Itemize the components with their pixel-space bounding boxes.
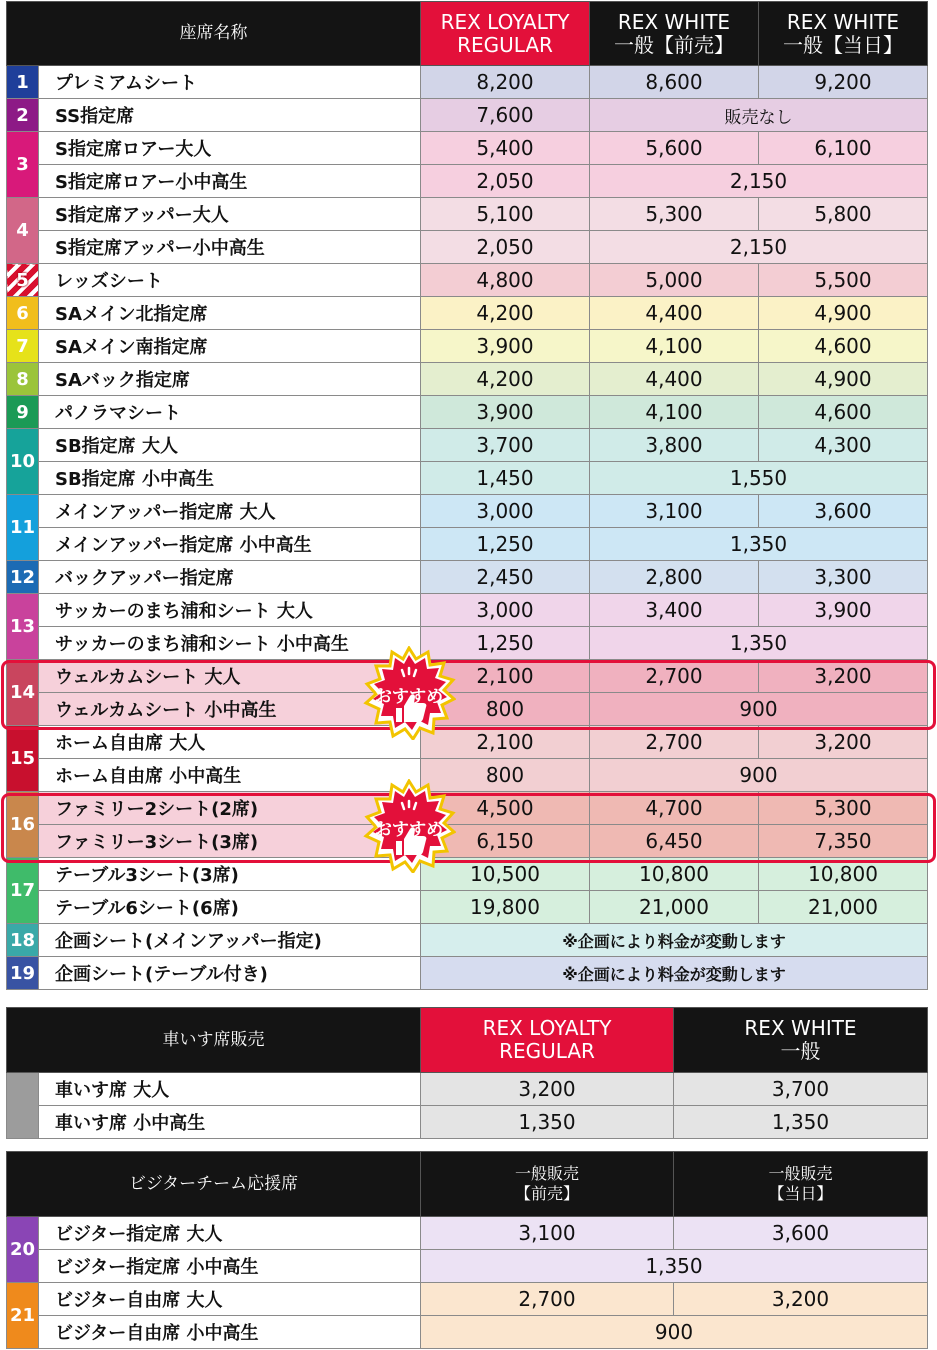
seat-name: 企画シート(テーブル付き) [39, 957, 421, 990]
row-number: 13 [7, 594, 39, 660]
seat-name: S指定席アッパー小中高生 [39, 231, 421, 264]
price-white-presale: 2,800 [590, 561, 759, 594]
seat-name: S指定席ロアー大人 [39, 132, 421, 165]
row-number: 20 [7, 1217, 39, 1283]
price-white-presale: 3,800 [590, 429, 759, 462]
price-white: 2,150 [590, 165, 928, 198]
row-number: 16 [7, 792, 39, 858]
price-white-day: 4,600 [759, 396, 928, 429]
seat-name: サッカーのまち浦和シート 小中高生 [39, 627, 421, 660]
price-white-day: 7,350 [759, 825, 928, 858]
seat-name: ビジター自由席 小中高生 [39, 1316, 421, 1349]
row-marker [7, 1073, 39, 1139]
seat-name: ホーム自由席 大人 [39, 726, 421, 759]
seat-name: ビジター指定席 小中高生 [39, 1250, 421, 1283]
price-white-day: 3,600 [759, 495, 928, 528]
price-white: 1,350 [590, 627, 928, 660]
table-row [7, 462, 928, 495]
row-number: 7 [7, 330, 39, 363]
table-row [7, 726, 928, 759]
seat-name: サッカーのまち浦和シート 大人 [39, 594, 421, 627]
header-rex-white-presale: REX WHITE 一般【前売】 [590, 2, 759, 66]
price-loyalty: 2,100 [421, 660, 590, 693]
table-row [7, 297, 928, 330]
recommend-label: おすすめ [374, 820, 444, 840]
row-number: 21 [7, 1283, 39, 1349]
price-white-presale: 3,100 [590, 495, 759, 528]
table-row [7, 396, 928, 429]
row-number: 1 [7, 66, 39, 99]
table-row [7, 264, 928, 297]
table-row [7, 825, 928, 858]
price-white-day: 3,200 [759, 726, 928, 759]
table-row [7, 1217, 928, 1250]
table-row [7, 561, 928, 594]
price-white-presale: 10,800 [590, 858, 759, 891]
seat-name: SAメイン北指定席 [39, 297, 421, 330]
seat-name: SAメイン南指定席 [39, 330, 421, 363]
price-loyalty: 4,200 [421, 363, 590, 396]
table-row [7, 1250, 928, 1283]
row-number: 18 [7, 924, 39, 957]
price-loyalty: 1,250 [421, 528, 590, 561]
table-row [7, 957, 928, 990]
price-loyalty: 800 [421, 759, 590, 792]
table-row [7, 528, 928, 561]
price-white-day: 4,600 [759, 330, 928, 363]
price-white-day: 21,000 [759, 891, 928, 924]
price-general: 1,350 [421, 1250, 928, 1283]
seat-name: パノラマシート [39, 396, 421, 429]
price-loyalty: 7,600 [421, 99, 590, 132]
row-number: 9 [7, 396, 39, 429]
price-white-day: 5,500 [759, 264, 928, 297]
price-white-day: 4,300 [759, 429, 928, 462]
header-rex-white-day: REX WHITE 一般【当日】 [759, 2, 928, 66]
variable-price-note: ※企画により料金が変動します [421, 957, 928, 990]
price-white: 3,700 [674, 1073, 928, 1106]
price-white-presale: 5,600 [590, 132, 759, 165]
price-white-presale: 4,400 [590, 363, 759, 396]
no-sale-label: 販売なし [590, 99, 928, 132]
table-row [7, 759, 928, 792]
price-loyalty: 4,800 [421, 264, 590, 297]
table-row [7, 132, 928, 165]
seat-name: 企画シート(メインアッパー指定) [39, 924, 421, 957]
price-white-presale: 4,100 [590, 396, 759, 429]
seat-name: バックアッパー指定席 [39, 561, 421, 594]
table-row [7, 858, 928, 891]
price-white-presale: 6,450 [590, 825, 759, 858]
header-seat-name: 座席名称 [7, 2, 421, 66]
price-white-day: 4,900 [759, 297, 928, 330]
price-day: 3,600 [674, 1217, 928, 1250]
price-white: 1,350 [590, 528, 928, 561]
price-presale: 3,100 [421, 1217, 674, 1250]
recommend-badge [362, 779, 456, 873]
price-loyalty: 3,000 [421, 594, 590, 627]
price-white: 900 [590, 759, 928, 792]
price-loyalty: 1,350 [421, 1106, 674, 1139]
row-number: 15 [7, 726, 39, 792]
seat-name: S指定席ロアー小中高生 [39, 165, 421, 198]
visitor-header-row [7, 1152, 928, 1217]
wheelchair-header-row [7, 1008, 928, 1073]
wheelchair-price-table [6, 1007, 928, 1139]
price-general: 900 [421, 1316, 928, 1349]
price-loyalty: 3,700 [421, 429, 590, 462]
seat-name: SB指定席 小中高生 [39, 462, 421, 495]
header-wheelchair: 車いす席販売 [7, 1008, 421, 1073]
price-loyalty: 4,500 [421, 792, 590, 825]
table-row [7, 99, 928, 132]
table-row [7, 1316, 928, 1349]
row-number: 11 [7, 495, 39, 561]
seat-name: ビジター指定席 大人 [39, 1217, 421, 1250]
visitor-price-table [6, 1151, 928, 1349]
price-loyalty: 4,200 [421, 297, 590, 330]
seat-name: プレミアムシート [39, 66, 421, 99]
row-number: 10 [7, 429, 39, 495]
price-white-presale: 21,000 [590, 891, 759, 924]
price-white-presale: 3,400 [590, 594, 759, 627]
price-white-day: 3,900 [759, 594, 928, 627]
price-loyalty: 2,050 [421, 231, 590, 264]
row-number: 6 [7, 297, 39, 330]
price-loyalty: 3,900 [421, 330, 590, 363]
table-row [7, 627, 928, 660]
header-rex-loyalty: REX LOYALTY REGULAR [421, 1008, 674, 1073]
main-price-table [6, 1, 928, 990]
seat-name: ビジター自由席 大人 [39, 1283, 421, 1316]
header-general-day: 一般販売 【当日】 [674, 1152, 928, 1217]
price-white: 2,150 [590, 231, 928, 264]
seat-name: テーブル3シート(3席) [39, 858, 421, 891]
price-white-presale: 5,300 [590, 198, 759, 231]
seat-name: メインアッパー指定席 大人 [39, 495, 421, 528]
price-loyalty: 10,500 [421, 858, 590, 891]
seat-name: SB指定席 大人 [39, 429, 421, 462]
seat-name: ウェルカムシート 大人 [39, 660, 421, 693]
header-rex-white: REX WHITE 一般 [674, 1008, 928, 1073]
table-row [7, 594, 928, 627]
row-number: 4 [7, 198, 39, 264]
header-visitor: ビジターチーム応援席 [7, 1152, 421, 1217]
price-white-day: 9,200 [759, 66, 928, 99]
price-loyalty: 5,400 [421, 132, 590, 165]
table-row [7, 1283, 928, 1316]
table-row [7, 660, 928, 693]
price-white-day: 5,800 [759, 198, 928, 231]
row-number: 3 [7, 132, 39, 198]
price-white-presale: 2,700 [590, 726, 759, 759]
table-row [7, 231, 928, 264]
table-row [7, 891, 928, 924]
main-header-row [7, 2, 928, 66]
table-row [7, 429, 928, 462]
header-rex-loyalty: REX LOYALTY REGULAR [421, 2, 590, 66]
price-loyalty: 3,900 [421, 396, 590, 429]
seat-name: レッズシート [39, 264, 421, 297]
table-row [7, 330, 928, 363]
price-white-day: 5,300 [759, 792, 928, 825]
variable-price-note: ※企画により料金が変動します [421, 924, 928, 957]
seat-name: SAバック指定席 [39, 363, 421, 396]
seat-name: 車いす席 小中高生 [39, 1106, 421, 1139]
price-loyalty: 19,800 [421, 891, 590, 924]
price-white-presale: 8,600 [590, 66, 759, 99]
table-row [7, 198, 928, 231]
price-day: 3,200 [674, 1283, 928, 1316]
recommend-badge [362, 646, 456, 740]
table-row [7, 792, 928, 825]
price-loyalty: 5,100 [421, 198, 590, 231]
table-row [7, 1073, 928, 1106]
price-loyalty: 2,100 [421, 726, 590, 759]
header-general-presale: 一般販売 【前売】 [421, 1152, 674, 1217]
price-loyalty: 800 [421, 693, 590, 726]
row-number: 8 [7, 363, 39, 396]
recommend-label: おすすめ [374, 687, 444, 707]
price-white-presale: 2,700 [590, 660, 759, 693]
table-row [7, 924, 928, 957]
table-row [7, 693, 928, 726]
table-row [7, 363, 928, 396]
price-white-day: 6,100 [759, 132, 928, 165]
price-loyalty: 8,200 [421, 66, 590, 99]
price-white-day: 10,800 [759, 858, 928, 891]
price-presale: 2,700 [421, 1283, 674, 1316]
seat-name: ファミリー2シート(2席) [39, 792, 421, 825]
price-white: 900 [590, 693, 928, 726]
price-white-presale: 4,100 [590, 330, 759, 363]
price-white: 1,550 [590, 462, 928, 495]
row-number: 2 [7, 99, 39, 132]
price-loyalty: 2,050 [421, 165, 590, 198]
seat-name: メインアッパー指定席 小中高生 [39, 528, 421, 561]
seat-name: S指定席アッパー大人 [39, 198, 421, 231]
price-white-presale: 5,000 [590, 264, 759, 297]
row-number: 12 [7, 561, 39, 594]
table-row [7, 66, 928, 99]
seat-name: ウェルカムシート 小中高生 [39, 693, 421, 726]
price-loyalty: 3,200 [421, 1073, 674, 1106]
price-white-presale: 4,400 [590, 297, 759, 330]
price-white-day: 4,900 [759, 363, 928, 396]
seat-name: ファミリー3シート(3席) [39, 825, 421, 858]
seat-name: ホーム自由席 小中高生 [39, 759, 421, 792]
row-number: 17 [7, 858, 39, 924]
row-number: 5 [7, 264, 39, 297]
seat-name: 車いす席 大人 [39, 1073, 421, 1106]
seat-name: SS指定席 [39, 99, 421, 132]
row-number: 14 [7, 660, 39, 726]
price-loyalty: 6,150 [421, 825, 590, 858]
price-white: 1,350 [674, 1106, 928, 1139]
price-white-presale: 4,700 [590, 792, 759, 825]
price-white-day: 3,200 [759, 660, 928, 693]
row-number: 19 [7, 957, 39, 990]
seat-name: テーブル6シート(6席) [39, 891, 421, 924]
table-row [7, 495, 928, 528]
table-row [7, 165, 928, 198]
price-loyalty: 1,450 [421, 462, 590, 495]
price-white-day: 3,300 [759, 561, 928, 594]
price-loyalty: 1,250 [421, 627, 590, 660]
price-loyalty: 2,450 [421, 561, 590, 594]
table-row [7, 1106, 928, 1139]
price-loyalty: 3,000 [421, 495, 590, 528]
